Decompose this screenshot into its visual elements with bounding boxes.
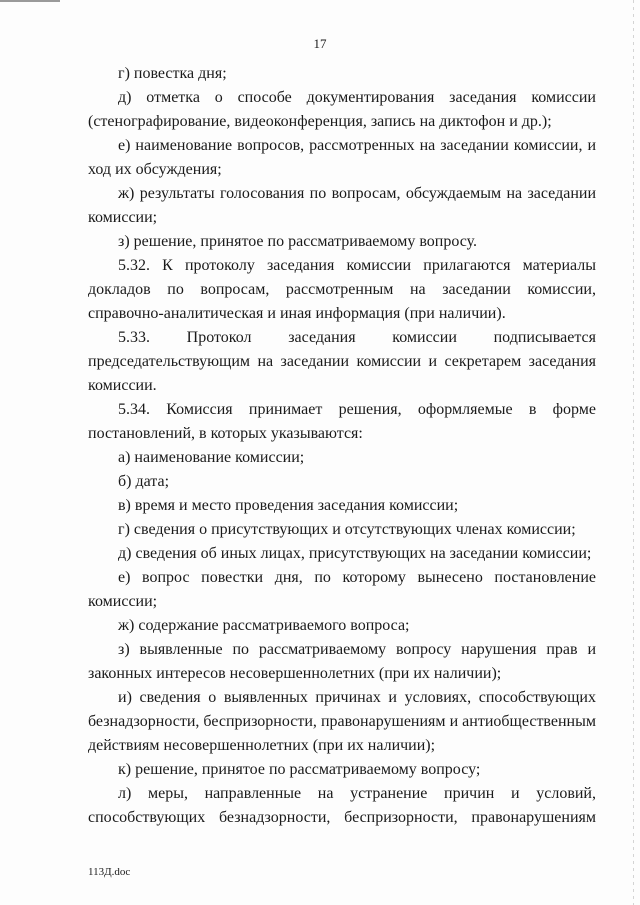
paragraph-b-date: б) дата; [118,473,170,490]
paragraph-g-attendance: г) сведения о присутствующих и отсутствующих членах комиссии; [118,521,576,538]
paragraph-e-questions: е) наименование вопросов, рассмотренных на заседании комиссии, и ход их обсуждения; [88,137,596,178]
paragraph-5-32: 5.32. К протоколу заседания комиссии прилагаются материалы докладов по вопросам, рассмотренным на заседании комиссии, справочно-аналитическая и иная информация (при наличии). [88,257,596,322]
scan-edge-line [633,0,634,905]
paragraph-d-documentation: д) отметка о способе документирования заседания комиссии (стенографирование, видеоконференция, запись на диктофон и др.); [88,89,596,130]
paragraph-l-measures: л) меры, направленные на устранение причин и условий, способствующих безнадзорности, беспризорности, правонарушениям [88,785,596,826]
paragraph-e-agenda-item: е) вопрос повестки дня, по которому вынесено постановление комиссии; [88,569,596,610]
paragraph-5-34: 5.34. Комиссия принимает решения, оформляемые в форме постановлений, в которых указываются: [88,401,596,442]
page-number: 17 [313,36,327,51]
paragraph-v-time-place: в) время и место проведения заседания комиссии; [118,497,459,514]
paragraph-k-decision: к) решение, принятое по рассматриваемому вопросу; [118,761,481,778]
paragraph-5-33: 5.33. Протокол заседания комиссии подписывается председательствующим на заседании комиссии и секретарем заседания комиссии. [88,329,596,394]
paragraph-d-other-persons: д) сведения об иных лицах, присутствующих на заседании комиссии; [118,545,592,562]
document-body [88,62,596,830]
paragraph-g-agenda: г) повестка дня; [118,65,227,82]
paragraph-zh-content: ж) содержание рассматриваемого вопроса; [118,617,410,634]
paragraph-z-violations: з) выявленные по рассматриваемому вопросу нарушения прав и законных интересов несовершеннолетних (при их наличии); [88,641,596,682]
paragraph-z-decision: з) решение, принятое по рассматриваемому вопросу. [118,233,478,250]
scan-edge-mark [0,0,60,2]
footer-filename: 113Д.doc [88,866,131,878]
paragraph-zh-voting: ж) результаты голосования по вопросам, обсуждаемым на заседании комиссии; [88,185,596,226]
paragraph-a-name: а) наименование комиссии; [118,449,305,466]
paragraph-i-causes: и) сведения о выявленных причинах и условиях, способствующих безнадзорности, беспризорности, правонарушениям и антиобщественным действиям несовершеннолетних (при их наличии); [88,689,596,754]
